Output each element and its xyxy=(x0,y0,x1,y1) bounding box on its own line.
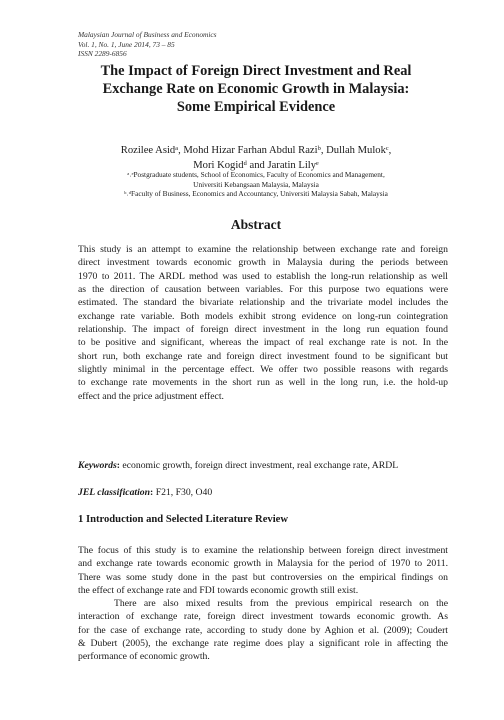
abstract-line: as the direction of causation between variables. For this purpose two equations were xyxy=(78,284,448,296)
author-list xyxy=(60,144,452,173)
abstract-line: This study is an attempt to examine the relationship between exchange rate and foreign xyxy=(78,244,448,255)
abstract-heading: Abstract xyxy=(230,217,282,232)
keywords-label: Keywords xyxy=(78,460,117,471)
abstract-line: effect and the price adjustment effect. xyxy=(78,390,224,402)
abstract-line: relationship. The impact of foreign direct investment in the long run equation found xyxy=(78,324,448,336)
jel-label: JEL classification xyxy=(78,487,151,498)
body-line: There was some study done in the past but controversies on the empirical findings on xyxy=(78,571,448,583)
affiliations xyxy=(60,170,452,199)
jel-classification xyxy=(78,487,458,498)
abstract-line: to be positive and significant, whereas the impact of real exchange rate is not. In the xyxy=(78,337,448,349)
affiliation-line: ᵇ˒ᵈFaculty of Business, Economics and Accountancy, Universiti Malaysia Sabah, Malaysia xyxy=(124,189,388,199)
title-line: Exchange Rate on Economic Growth in Malaysia: xyxy=(102,81,410,98)
title-line: The Impact of Foreign Direct Investment and Real xyxy=(100,63,412,79)
authors-line: Mori Kogidᵈ and Jaratin Lilyᵉ xyxy=(193,159,319,171)
abstract-line: slightly minimal in the percentage effect. We offer two possible reasons with regards xyxy=(78,364,448,376)
abstract-line: short run, both exchange rate and foreign direct investment found to be significant but xyxy=(78,350,448,362)
keywords xyxy=(78,460,458,471)
body-line: performance of economic growth. xyxy=(78,651,210,663)
body-line: and exchange rate towards economic growth in Malaysia for the period of 1970 to 2011. xyxy=(78,558,448,570)
abstract-line: to exchange rate movements in the short run as well in the long run, i.e. the hold-up xyxy=(78,377,448,389)
affiliation-line: Universiti Kebangsaan Malaysia, Malaysia xyxy=(193,179,319,189)
body-line: the effect of exchange rate and FDI towards economic growth still exist. xyxy=(78,585,359,597)
intro-paragraph-2 xyxy=(78,597,448,664)
abstract-line: estimated. The standard the bivariate relationship and the trivariate model includes the xyxy=(78,297,448,309)
journal-header xyxy=(78,30,217,59)
affiliation-line: ᵃ˒ᵉPostgraduate students, School of Economics, Faculty of Economics and Management, xyxy=(127,170,385,179)
body-line: & Dubert (2005), the exchange rate regime does play a significant role in affecting the xyxy=(78,638,448,650)
abstract-line: exchange rate variable. Both models exhibit strong evidence on long-run cointegration xyxy=(78,310,448,322)
intro-paragraph-1 xyxy=(78,544,448,597)
body-line: interaction of exchange rate, foreign direct investment towards economic growth. As xyxy=(78,611,448,623)
abstract-line: direct investment towards economic growth in Malaysia during the periods between xyxy=(78,257,448,269)
section-heading: 1 Introduction and Selected Literature Review xyxy=(78,514,288,525)
jel-codes: F21, F30, O40 xyxy=(153,487,213,498)
abstract-body xyxy=(78,243,448,403)
body-line: for the case of exchange rate, according to study done by Aghion et al. (2009); Coudert xyxy=(78,624,448,636)
journal-issn: ISSN 2289-6856 xyxy=(78,49,127,59)
keywords-colon: : xyxy=(116,460,120,471)
jel-colon: : xyxy=(150,487,154,498)
keywords-text: economic growth, foreign direct investment, real exchange rate, ARDL xyxy=(119,460,399,471)
title-line: Some Empirical Evidence xyxy=(176,99,336,116)
authors-line: Rozilee Asidᵃ, Mohd Hizar Farhan Abdul Raziᵇ, Dullah Mulokᶜ, xyxy=(120,145,392,156)
body-line: There are also mixed results from the previous empirical research on the xyxy=(114,598,448,609)
journal-name: Malaysian Journal of Business and Economics xyxy=(78,30,217,39)
journal-issue: Vol. 1, No. 1, June 2014, 73 – 85 xyxy=(78,39,175,49)
abstract-line: 1970 to 2011. The ARDL method was used to establish the long-run relationship as well xyxy=(78,270,448,282)
body-line: The focus of this study is to examine the relationship between foreign direct investment xyxy=(78,545,448,556)
paper-title xyxy=(60,62,452,117)
